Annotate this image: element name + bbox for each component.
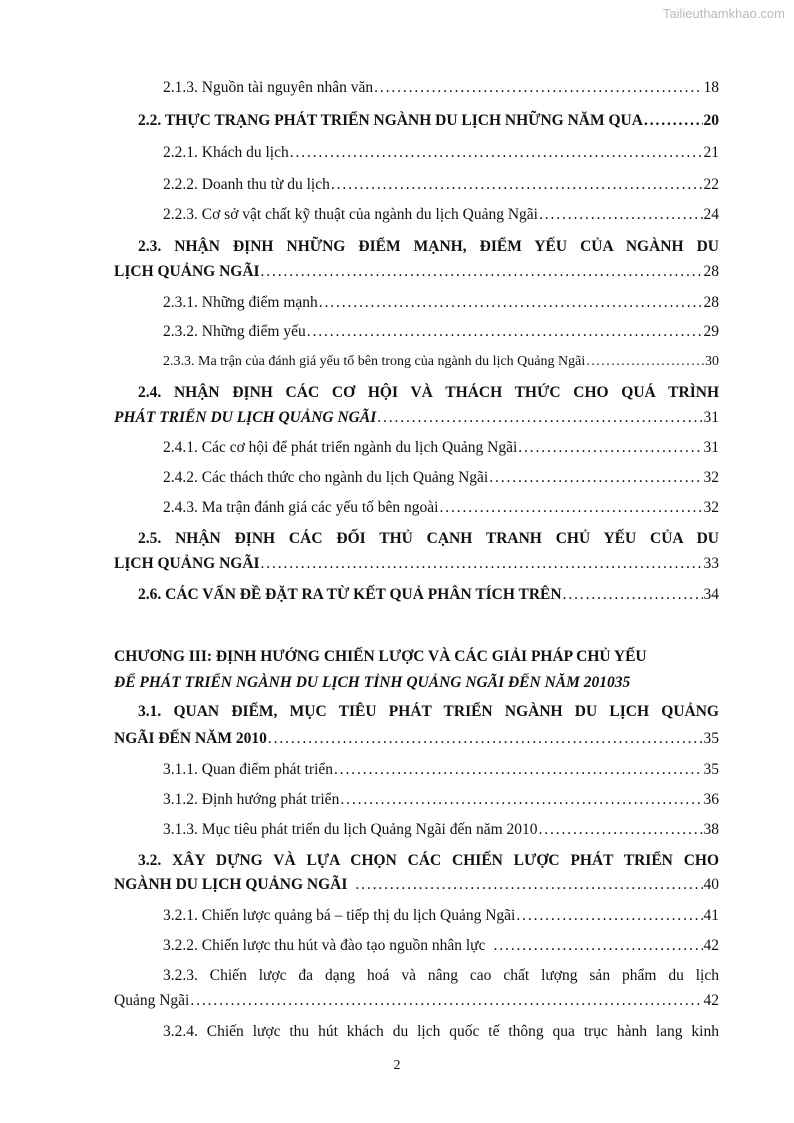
toc-chapter-title-cont: ĐỂ PHÁT TRIỂN NGÀNH DU LỊCH TỈNH QUẢNG NGÃI ĐẾN NĂM 2010 — [114, 674, 615, 691]
toc-entry-3-2-3-line2[interactable] — [114, 991, 719, 1011]
toc-entry-3-2-3-line1[interactable] — [163, 966, 719, 986]
toc-entry-title: 2.1.3. Nguồn tài nguyên nhân văn — [163, 79, 374, 96]
toc-entry-title: 3.1.2. Định hướng phát triển — [163, 791, 340, 808]
toc-entry-2-2-1[interactable] — [163, 143, 719, 163]
toc-entry-2-5-line2[interactable] — [114, 554, 719, 574]
toc-entry-page: 35 — [614, 674, 631, 691]
watermark: Tailieuthamkhao.com — [662, 6, 785, 21]
toc-entry-page: 42 — [703, 992, 719, 1009]
toc-entry-2-4-2[interactable] — [163, 468, 719, 488]
toc-entry-2-3-line2[interactable] — [114, 262, 719, 282]
toc-entry-title: 2.3. NHẬN ĐỊNH NHỮNG ĐIỂM MẠNH, ĐIỂM YẾU CỦA NGÀNH DU — [138, 238, 719, 255]
toc-entry-page: 29 — [703, 323, 719, 340]
toc-entry-2-1-3[interactable] — [163, 78, 719, 98]
toc-entry-3-1-line2[interactable] — [114, 729, 719, 749]
toc-entry-2-3-1[interactable] — [163, 293, 719, 313]
toc-entry-title: 2.3.3. Ma trận của đánh giá yếu tố bên trong của ngành du lịch Quảng Ngãi — [163, 354, 586, 369]
toc-entry-2-5-line1[interactable] — [138, 529, 719, 549]
toc-entry-page: 42 — [703, 937, 719, 954]
toc-entry-page: 32 — [703, 499, 719, 516]
toc-entry-3-1-line1[interactable] — [138, 702, 719, 722]
toc-entry-2-2[interactable] — [138, 111, 719, 131]
toc-entry-page: 34 — [703, 586, 719, 603]
toc-entry-title: 2.3.1. Những điểm mạnh — [163, 294, 318, 311]
toc-entry-page: 20 — [703, 112, 719, 129]
toc-entry-page: 18 — [703, 79, 719, 96]
toc-entry-page: 24 — [703, 206, 719, 223]
toc-entry-title: 2.4. NHẬN ĐỊNH CÁC CƠ HỘI VÀ THÁCH THỨC CHO QUÁ TRÌNH — [138, 384, 719, 401]
toc-entry-page: 40 — [703, 876, 719, 893]
toc-entry-title: 3.1.1. Quan điểm phát triển — [163, 761, 334, 778]
toc-entry-title-cont: NGÃI ĐẾN NĂM 2010 — [114, 730, 267, 747]
toc-entry-3-2-line1[interactable] — [138, 851, 719, 871]
toc-chapter-3-line2[interactable] — [114, 673, 719, 693]
toc-entry-2-3-line1[interactable] — [138, 237, 719, 257]
toc-entry-2-4-3[interactable] — [163, 498, 719, 518]
toc-entry-title: 2.2.2. Doanh thu từ du lịch — [163, 176, 330, 193]
toc-entry-title: 2.4.3. Ma trận đánh giá các yếu tố bên ngoài — [163, 499, 439, 516]
toc-entry-title: 3.2.2. Chiến lược thu hút và đào tạo nguồn nhân lực — [163, 937, 486, 954]
toc-entry-page: 31 — [703, 409, 719, 426]
toc-entry-page: 32 — [703, 469, 719, 486]
toc-entry-title: 2.2.1. Khách du lịch — [163, 144, 289, 161]
toc-entry-title-cont: PHÁT TRIỂN DU LỊCH QUẢNG NGÃI — [114, 409, 377, 426]
toc-chapter-title: CHƯƠNG III: ĐỊNH HƯỚNG CHIẾN LƯỢC VÀ CÁC GIẢI PHÁP CHỦ YẾU — [114, 648, 647, 665]
toc-entry-page: 38 — [703, 821, 719, 838]
toc-entry-title: 3.2.3. Chiến lược đa dạng hoá và nâng cao chất lượng sản phẩm du lịch — [163, 967, 719, 984]
toc-entry-2-3-3[interactable] — [163, 352, 719, 372]
toc-entry-page: 35 — [703, 730, 719, 747]
toc-entry-page: 22 — [703, 176, 719, 193]
toc-entry-2-2-3[interactable] — [163, 205, 719, 225]
toc-entry-title: 3.2.1. Chiến lược quảng bá – tiếp thị du lịch Quảng Ngãi — [163, 907, 516, 924]
toc-chapter-3-line1[interactable] — [114, 647, 719, 667]
toc-entry-page: 41 — [703, 907, 719, 924]
toc-entry-title: 2.6. CÁC VẤN ĐỀ ĐẶT RA TỪ KẾT QUẢ PHÂN TÍCH TRÊN — [138, 586, 562, 603]
toc-entry-title-cont: NGÀNH DU LỊCH QUẢNG NGÃI — [114, 876, 348, 893]
toc-entry-2-4-1[interactable] — [163, 438, 719, 458]
toc-entry-page: 35 — [703, 761, 719, 778]
toc-entry-title: 2.2.3. Cơ sở vật chất kỹ thuật của ngành du lịch Quảng Ngãi — [163, 206, 538, 223]
toc-entry-title: 2.2. THỰC TRẠNG PHÁT TRIỂN NGÀNH DU LỊCH NHỮNG NĂM QUA — [138, 112, 643, 129]
toc-entry-3-2-2[interactable] — [163, 936, 719, 956]
toc-entry-3-1-1[interactable] — [163, 760, 719, 780]
toc-entry-title: 3.1. QUAN ĐIỂM, MỤC TIÊU PHÁT TRIỂN NGÀNH DU LỊCH QUẢNG — [138, 703, 719, 720]
toc-entry-page: 31 — [703, 439, 719, 456]
toc-entry-title: 3.2.4. Chiến lược thu hút khách du lịch quốc tế thông qua trục hành lang kinh — [163, 1023, 719, 1040]
toc-entry-page: 33 — [703, 555, 719, 572]
toc-entry-title: 2.5. NHẬN ĐỊNH CÁC ĐỐI THỦ CẠNH TRANH CHỦ YẾU CỦA DU — [138, 530, 719, 547]
toc-entry-title-cont: LỊCH QUẢNG NGÃI — [114, 555, 260, 572]
toc-entry-title-cont: LỊCH QUẢNG NGÃI — [114, 263, 260, 280]
toc-entry-3-1-3[interactable] — [163, 820, 719, 840]
toc-entry-page: 36 — [703, 791, 719, 808]
toc-entry-title: 2.4.1. Các cơ hội để phát triển ngành du lịch Quảng Ngãi — [163, 439, 518, 456]
toc-entry-title: 2.4.2. Các thách thức cho ngành du lịch Quảng Ngãi — [163, 469, 489, 486]
toc-entry-page: 28 — [703, 294, 719, 311]
toc-entry-page: 21 — [703, 144, 719, 161]
toc-entry-3-2-1[interactable] — [163, 906, 719, 926]
toc-entry-3-2-4-line1[interactable] — [163, 1022, 719, 1042]
toc-entry-page: 30 — [705, 354, 719, 369]
toc-entry-3-2-line2[interactable] — [114, 875, 719, 895]
toc-entry-title: 2.3.2. Những điểm yếu — [163, 323, 306, 340]
toc-entry-2-4-line2[interactable] — [114, 408, 719, 428]
toc-entry-3-1-2[interactable] — [163, 790, 719, 810]
toc-entry-title-cont: Quảng Ngãi — [114, 992, 190, 1009]
toc-entry-2-3-2[interactable] — [163, 322, 719, 342]
toc-entry-title: 3.1.3. Mục tiêu phát triển du lịch Quảng Ngãi đến năm 2010 — [163, 821, 538, 838]
toc-entry-2-6[interactable] — [138, 585, 719, 605]
toc-entry-page: 28 — [703, 263, 719, 280]
page-number: 2 — [393, 1058, 401, 1073]
toc-entry-title: 3.2. XÂY DỰNG VÀ LỰA CHỌN CÁC CHIẾN LƯỢC PHÁT TRIỂN CHO — [138, 852, 719, 869]
toc-entry-2-2-2[interactable] — [163, 175, 719, 195]
toc-entry-2-4-line1[interactable] — [138, 383, 719, 403]
